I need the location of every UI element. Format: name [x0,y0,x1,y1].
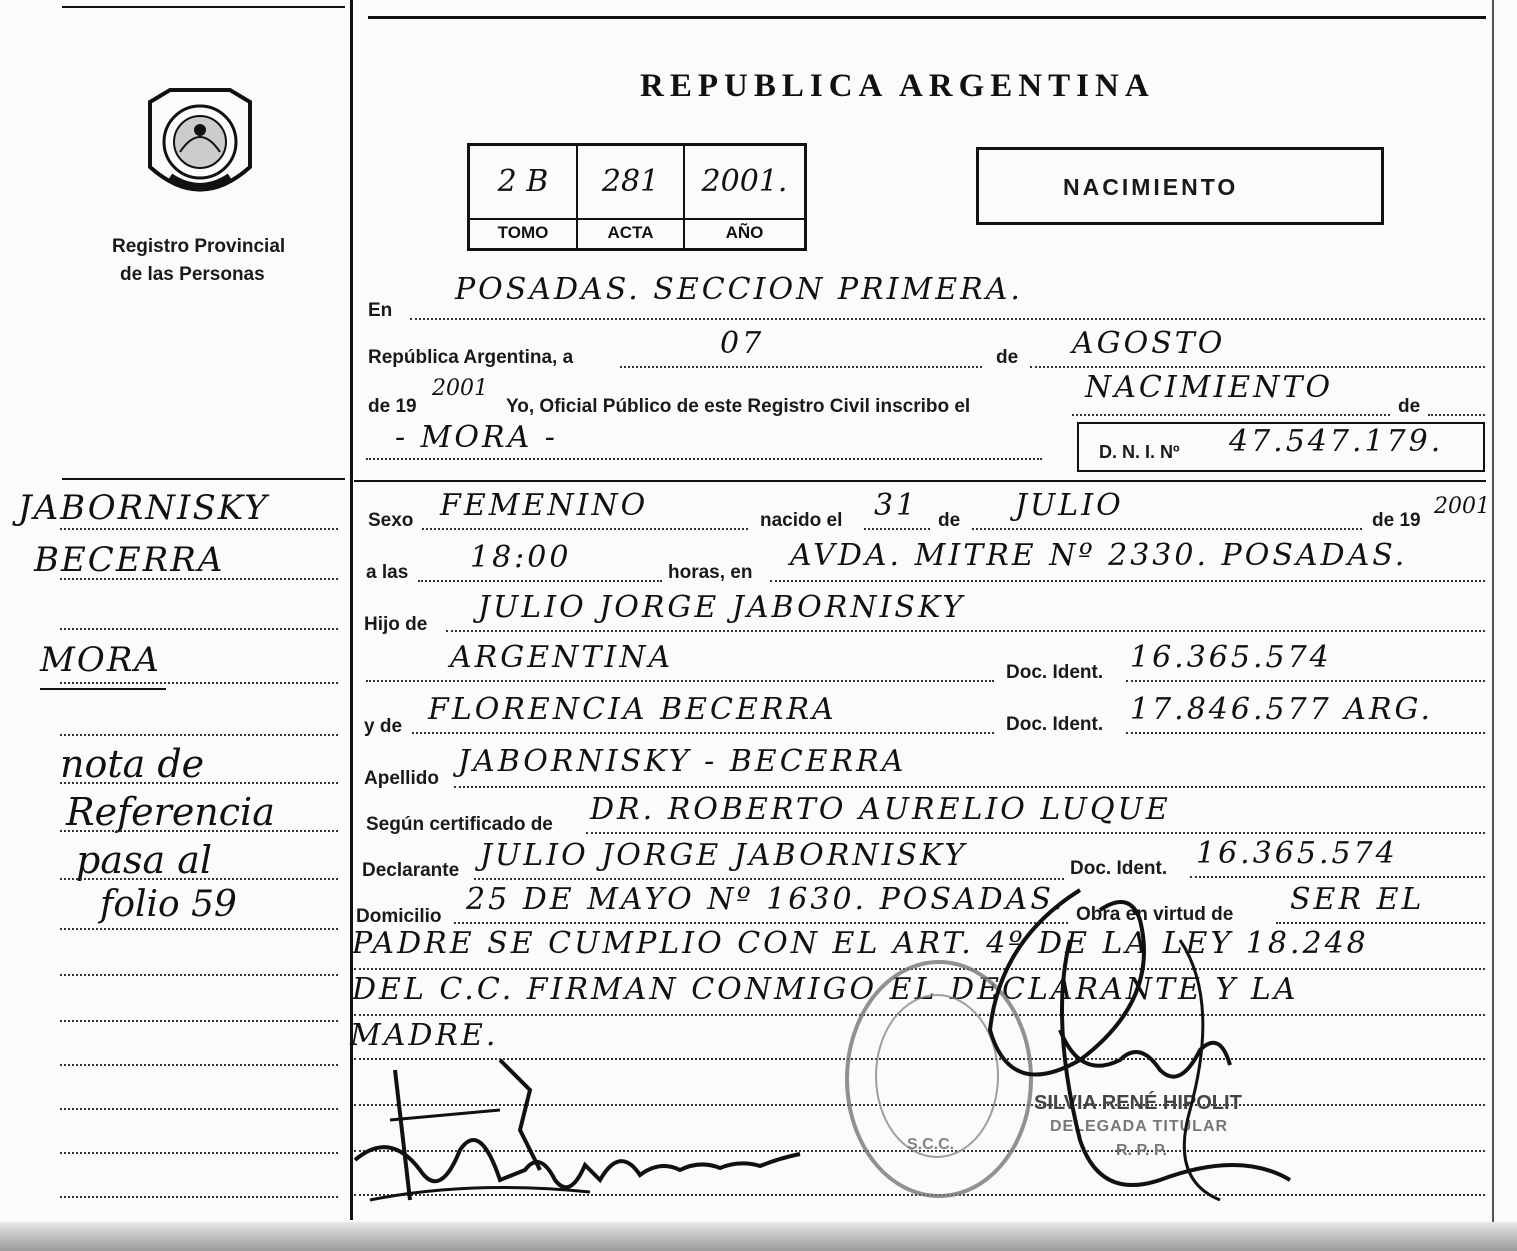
domicilio-value: 25 DE MAYO Nº 1630. POSADAS. [466,882,1066,917]
hour-value: 18:00 [470,540,572,575]
margin-line [60,1152,338,1154]
doctor-value: DR. ROBERTO AURELIO LUQUE [590,792,1171,827]
registry-name-line2: de las Personas [120,264,265,285]
margin-line [60,682,338,684]
registry-name-line1: Registro Provincial [112,236,286,257]
birth-day-value: 31 [874,488,919,523]
place-line [410,318,1485,320]
declarante-value: JULIO JORGE JABORNISKY [480,838,968,873]
sexo-line [422,528,748,530]
mother-line [412,732,994,734]
horas-label: horas, en [668,562,753,583]
dni-value: 47.547.179. [1229,424,1444,459]
republica-label: República Argentina, a [368,347,574,368]
margin-line [60,1020,338,1022]
margin-note-surname2: BECERRA [34,540,225,580]
obs-line-2-value: DEL C.C. FIRMAN CONMIGO EL DECLARANTE Y LA [352,972,1299,1007]
margin-line [60,1196,338,1198]
margin-line [60,578,338,580]
stamp-seal-text: S.C.C. [907,1136,955,1153]
de-label-3: de [938,510,961,531]
de-label-2: de [1398,396,1421,417]
ano-label: AÑO [685,218,804,248]
nacido-label: nacido el [760,510,843,531]
child-name-line [366,458,1042,460]
birth-day-line [864,528,930,530]
section-divider [354,480,1486,482]
record-type-box [976,147,1384,225]
declarante-label: Declarante [362,860,460,881]
mother-name-value: FLORENCIA BECERRA [428,692,837,727]
dni-label: D. N. I. Nº [1099,442,1180,462]
hour-line [418,580,662,582]
birth-month-line [972,528,1362,530]
place-value: POSADAS. SECCION PRIMERA. [455,272,1023,307]
country-title: REPUBLICA ARGENTINA [640,68,1155,104]
official-text: Yo, Oficial Público de este Registro Civil inscribo el [506,396,971,417]
acta-value: 281 [601,164,660,199]
acta-cell [578,146,685,248]
mother-signature [350,1050,820,1220]
sexo-value: FEMENINO [440,488,649,523]
tomo-label: TOMO [470,218,576,248]
dni-box [1077,422,1485,472]
father-nationality-value: ARGENTINA [450,640,674,675]
margin-line [60,974,338,976]
declarante-doc-line [1190,876,1485,878]
day-line [620,366,982,368]
obs-line-1-value: PADRE SE CUMPLIO CON EL ART. 4º DE LA LEY 18.248 [352,926,1369,961]
margin-line [60,528,338,530]
birth-month-value: JULIO [1015,488,1124,523]
day-value: 07 [720,326,765,361]
hijo-label: Hijo de [364,614,428,635]
doc-label: Doc. Ident. [1006,662,1104,683]
record-type: NACIMIENTO [1063,174,1239,200]
act-name-value: NACIMIENTO [1085,370,1334,405]
sexo-label: Sexo [368,510,414,531]
obra-value: SER EL [1290,882,1425,917]
margin-line [60,1064,338,1066]
margin-line [60,782,338,784]
ano-cell [685,146,804,248]
acta-label: ACTA [578,218,683,248]
doc-label-3: Doc. Ident. [1070,858,1168,879]
month-line [1030,366,1485,368]
margin-line [60,628,338,630]
de19-label-2: de 19 [1372,510,1421,531]
obra-label: Obra en virtud de [1076,904,1234,925]
official-signature [960,880,1330,1210]
birth-year-value: 2001 [1434,494,1490,519]
father-doc-value: 16.365.574 [1130,640,1332,675]
de-line-2 [1428,414,1485,416]
act-name-line [1072,414,1390,416]
year-value: 2001 [432,376,488,401]
margin-note-surname1: JABORNISKY [18,488,269,528]
child-name-value: - MORA - [395,420,558,455]
father-name-value: JULIO JORGE JABORNISKY [478,590,966,625]
page-bottom-edge [0,1222,1517,1251]
apellido-label: Apellido [364,768,439,789]
declarante-doc-value: 16.365.574 [1196,836,1398,871]
ano-value: 2001. [701,164,788,199]
doctor-line [586,832,1485,834]
province-seal-icon [140,82,260,212]
yde-label: y de [364,716,403,737]
tomo-cell [470,146,578,248]
nationality-line [366,680,994,682]
margin-line [60,1108,338,1110]
mother-doc-value: 17.846.577 ARG. [1130,692,1433,727]
margin-line [60,830,338,832]
stamp-name: SILVIA RENÉ HIPOLIT [1034,1092,1242,1114]
apellido-value: JABORNISKY - BECERRA [458,744,907,779]
father-line [446,630,1485,632]
father-doc-line [1126,680,1485,682]
de19-label: de 19 [368,396,417,417]
birth-place-line [770,580,1485,582]
alas-label: a las [366,562,409,583]
mother-doc-line [1126,732,1485,734]
stamp-initials: R. P. P. [1116,1142,1167,1159]
domicilio-label: Domicilio [356,906,442,927]
margin-note-line2: Referencia [66,790,275,834]
margin-top-line [62,478,345,480]
doc-label-2: Doc. Ident. [1006,714,1104,735]
margin-note-line3: pasa al [76,838,213,882]
obs-line-3-value: MADRE. [350,1018,499,1053]
margin-line [60,878,338,880]
margin-firstname-underline [40,688,166,690]
stamp-title: DELEGADA TITULAR [1050,1118,1229,1135]
en-label: En [368,300,393,321]
margin-note-firstname: MORA [40,640,161,680]
record-number-box [467,143,807,251]
margin-note-line1: nota de [60,742,205,786]
top-border-left [62,6,345,8]
birth-place-value: AVDA. MITRE Nº 2330. POSADAS. [790,538,1408,573]
margin-note-line4: folio 59 [100,884,237,925]
tomo-value: 2 B [497,164,549,199]
month-value: AGOSTO [1072,326,1226,361]
segun-label: Según certificado de [366,814,553,835]
apellido-line [454,786,1485,788]
margin-line [60,734,338,736]
top-border-right [368,16,1486,19]
de-label: de [996,347,1019,368]
right-border [1492,0,1494,1251]
margin-line [60,928,338,930]
